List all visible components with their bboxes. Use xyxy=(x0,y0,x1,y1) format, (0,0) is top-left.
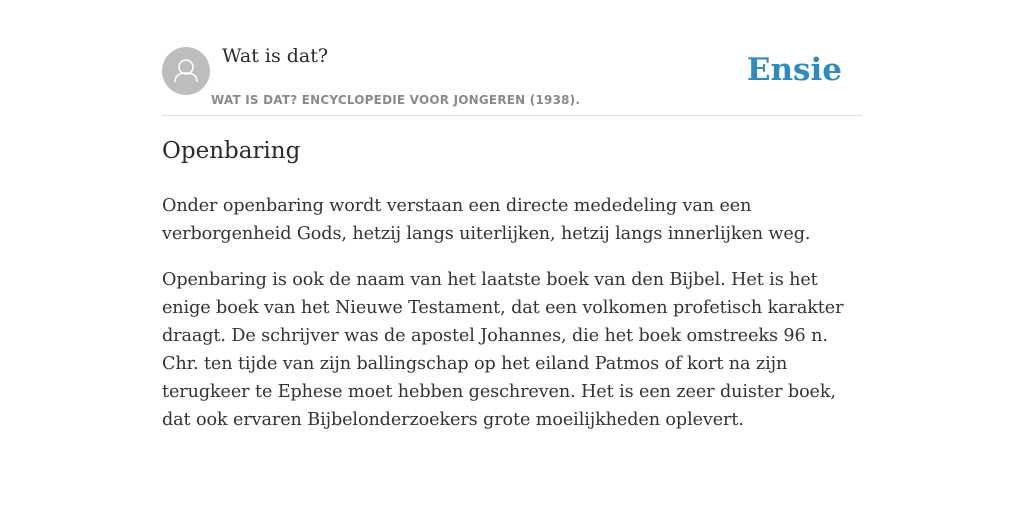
article-paragraph: Onder openbaring wordt verstaan een directe mededeling van een verborgenheid Gods, hetzij langs uiterlijken, hetzij langs innerlijken weg. xyxy=(162,196,811,244)
source-title[interactable]: Wat is dat? xyxy=(222,45,329,67)
source-subtitle: WAT IS DAT? ENCYCLOPEDIE VOOR JONGEREN (1938). xyxy=(211,93,581,107)
source-header xyxy=(162,0,862,116)
content-container xyxy=(162,0,862,430)
article-title: Openbaring xyxy=(162,138,301,164)
user-silhouette-icon[interactable] xyxy=(162,47,210,95)
ensie-logo[interactable]: Ensie xyxy=(746,52,842,88)
article-paragraph: Openbaring is ook de naam van het laatste boek van den Bijbel. Het is het enige boek van het Nieuwe Testament, dat een volkomen profetisch karakter draagt. De schrijver was de apostel Johannes, die het boek omstreeks 96 n. Chr. ten tijde van zijn ballingschap op het eiland Patmos of kort na zijn terugkeer te Ephese moet hebben geschreven. Het is een zeer duister boek, dat ook ervaren Bijbelonderzoekers grote moeilijkheden oplevert. xyxy=(162,270,844,430)
article-body xyxy=(162,192,862,452)
